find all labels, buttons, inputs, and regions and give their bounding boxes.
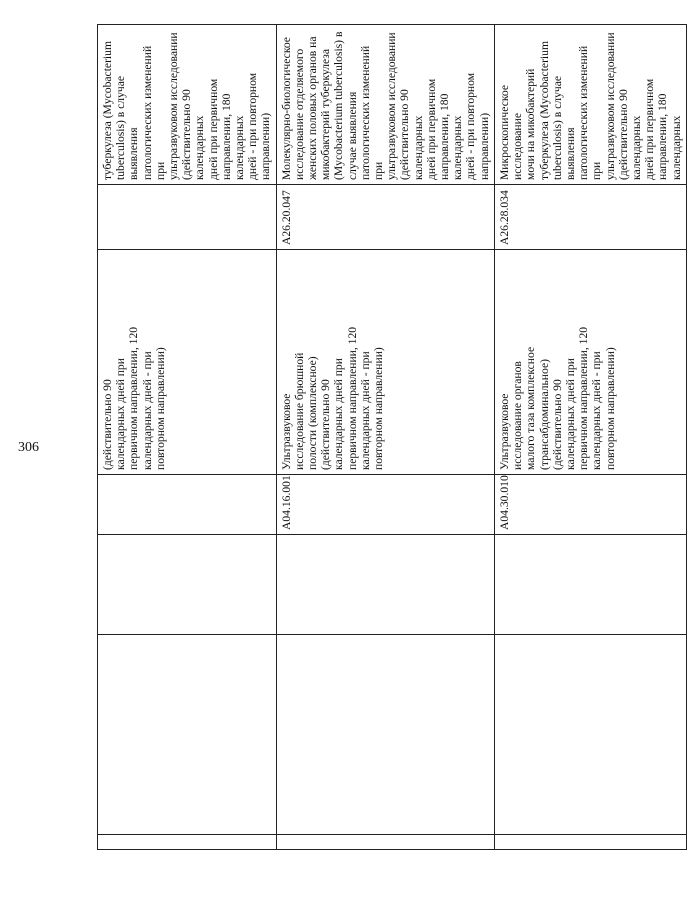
empty-cell <box>276 535 494 635</box>
empty-cell <box>98 635 277 835</box>
service-code-cell: A04.16.001 <box>276 475 494 535</box>
test-code-cell: A26.28.034 <box>494 185 686 250</box>
empty-cell <box>276 835 494 850</box>
rotated-table-area <box>97 25 683 850</box>
empty-cell <box>494 635 686 835</box>
service-code-cell: A04.30.010 <box>494 475 686 535</box>
test-code-cell <box>98 185 277 250</box>
page-number: 306 <box>18 440 39 455</box>
service-code-cell <box>98 475 277 535</box>
empty-cell <box>98 835 277 850</box>
empty-cell <box>276 635 494 835</box>
services-table <box>97 24 687 850</box>
empty-cell <box>494 835 686 850</box>
service-name-cell: (действительно 90 календарных дней при первичном направлении, 120 календарных дней - при повторном направлении) <box>98 250 277 475</box>
test-name-cell: Молекулярно-биологическое исследование отделяемого женских половых органов на микобактерий туберкулеза (Mycobacterium tuberculosis) в случае выявления патологических изменений при ультразвуковом исследовании (действительно 90 календарных дней при первичном направлении, 180 календарных дней - при повторном направлении) <box>276 25 494 185</box>
empty-cell <box>494 535 686 635</box>
test-name-cell: Микроскопическое исследование мочи на микобактерий туберкулеза (Mycobacterium tuberculosis) в случае выявления патологических изменений при ультразвуковом исследовании (действительно 90 календарных дней при первичном направлении, 180 календарных <box>494 25 686 185</box>
table-row <box>494 25 686 850</box>
table-row <box>276 25 494 850</box>
service-name-cell: Ультразвуковое исследование брюшной полости (комплексное) (действительно 90 календарных дней при первичном направлении, 120 календарных дней - при повторном направлении) <box>276 250 494 475</box>
table-row <box>98 25 277 850</box>
empty-cell <box>98 535 277 635</box>
test-code-cell: A26.20.047 <box>276 185 494 250</box>
service-name-cell: Ультразвуковое исследование органов малого таза комплексное (трансабдоминальное) (действительно 90 календарных дней при первичном направлении, 120 календарных дней - при повторном направлении) <box>494 250 686 475</box>
test-name-cell: туберкулеза (Mycobacterium tuberculosis) в случае выявления патологических изменений при ультразвуковом исследовании (действительно 90 календарных дней при первичном направлении, 180 календарных дней - при повторном направлении) <box>98 25 277 185</box>
